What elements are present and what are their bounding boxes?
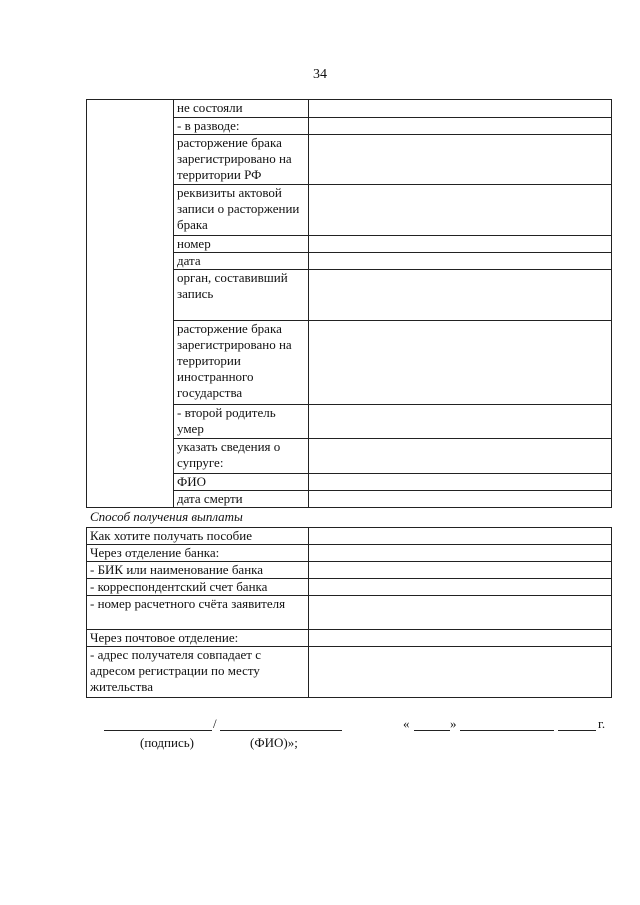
- row-label-via-bank: Через отделение банка:: [87, 545, 309, 562]
- field-parent-deceased[interactable]: [309, 405, 612, 439]
- row-label-bank-bik: - БИК или наименование банка: [87, 562, 309, 579]
- signature-slash: /: [213, 716, 217, 731]
- field-divorce-rf[interactable]: [309, 135, 612, 185]
- field-via-bank[interactable]: [309, 545, 612, 562]
- signature-label: (подпись): [140, 735, 194, 750]
- field-death-date[interactable]: [309, 491, 612, 508]
- row-label-act-record: реквизиты актовой записи о расторжении брака: [174, 185, 309, 236]
- field-correspondent-account[interactable]: [309, 579, 612, 596]
- field-spouse-info[interactable]: [309, 439, 612, 474]
- row-label-correspondent-account: - корреспондентский счет банка: [87, 579, 309, 596]
- page-number: 34: [313, 67, 327, 82]
- year-line[interactable]: [558, 730, 596, 731]
- row-label-postal-address: - адрес получателя совпадает с адресом регистрации по месту жительства: [87, 647, 309, 698]
- section-label-cell: [87, 100, 174, 508]
- row-label-authority: орган, составивший запись: [174, 270, 309, 321]
- row-label-spouse-info: указать сведения о супруге:: [174, 439, 309, 474]
- row-label-via-post: Через почтовое отделение:: [87, 630, 309, 647]
- date-close-quote: »: [450, 716, 457, 731]
- row-label-divorced: - в разводе:: [174, 118, 309, 135]
- row-label-divorce-rf: расторжение брака зарегистрировано на территории РФ: [174, 135, 309, 185]
- field-authority[interactable]: [309, 270, 612, 321]
- name-label: (ФИО)»;: [250, 735, 298, 750]
- month-line[interactable]: [460, 730, 554, 731]
- year-suffix: г.: [598, 716, 606, 731]
- signature-line[interactable]: [104, 730, 212, 731]
- row-label-settlement-account: - номер расчетного счёта заявителя: [87, 596, 309, 630]
- field-number[interactable]: [309, 236, 612, 253]
- row-label-divorce-foreign: расторжение брака зарегистрировано на территории иностранного государства: [174, 321, 309, 405]
- row-label-number: номер: [174, 236, 309, 253]
- row-label-full-name: ФИО: [174, 474, 309, 491]
- marital-status-table: [86, 99, 612, 508]
- field-divorce-foreign[interactable]: [309, 321, 612, 405]
- name-line[interactable]: [220, 730, 342, 731]
- field-how-receive[interactable]: [309, 528, 612, 545]
- date-open-quote: «: [403, 716, 410, 731]
- row-label-date: дата: [174, 253, 309, 270]
- row-label-not-married: не состояли: [174, 100, 309, 118]
- field-date[interactable]: [309, 253, 612, 270]
- field-not-married[interactable]: [309, 100, 612, 118]
- day-line[interactable]: [414, 730, 450, 731]
- field-divorced[interactable]: [309, 118, 612, 135]
- field-full-name[interactable]: [309, 474, 612, 491]
- row-label-how-receive: Как хотите получать пособие: [87, 528, 309, 545]
- payment-method-table: [86, 527, 612, 698]
- row-label-parent-deceased: - второй родитель умер: [174, 405, 309, 439]
- field-postal-address[interactable]: [309, 647, 612, 698]
- row-label-death-date: дата смерти: [174, 491, 309, 508]
- field-settlement-account[interactable]: [309, 596, 612, 630]
- field-via-post[interactable]: [309, 630, 612, 647]
- payment-section-title: Способ получения выплаты: [90, 509, 243, 524]
- field-act-record[interactable]: [309, 185, 612, 236]
- field-bank-bik[interactable]: [309, 562, 612, 579]
